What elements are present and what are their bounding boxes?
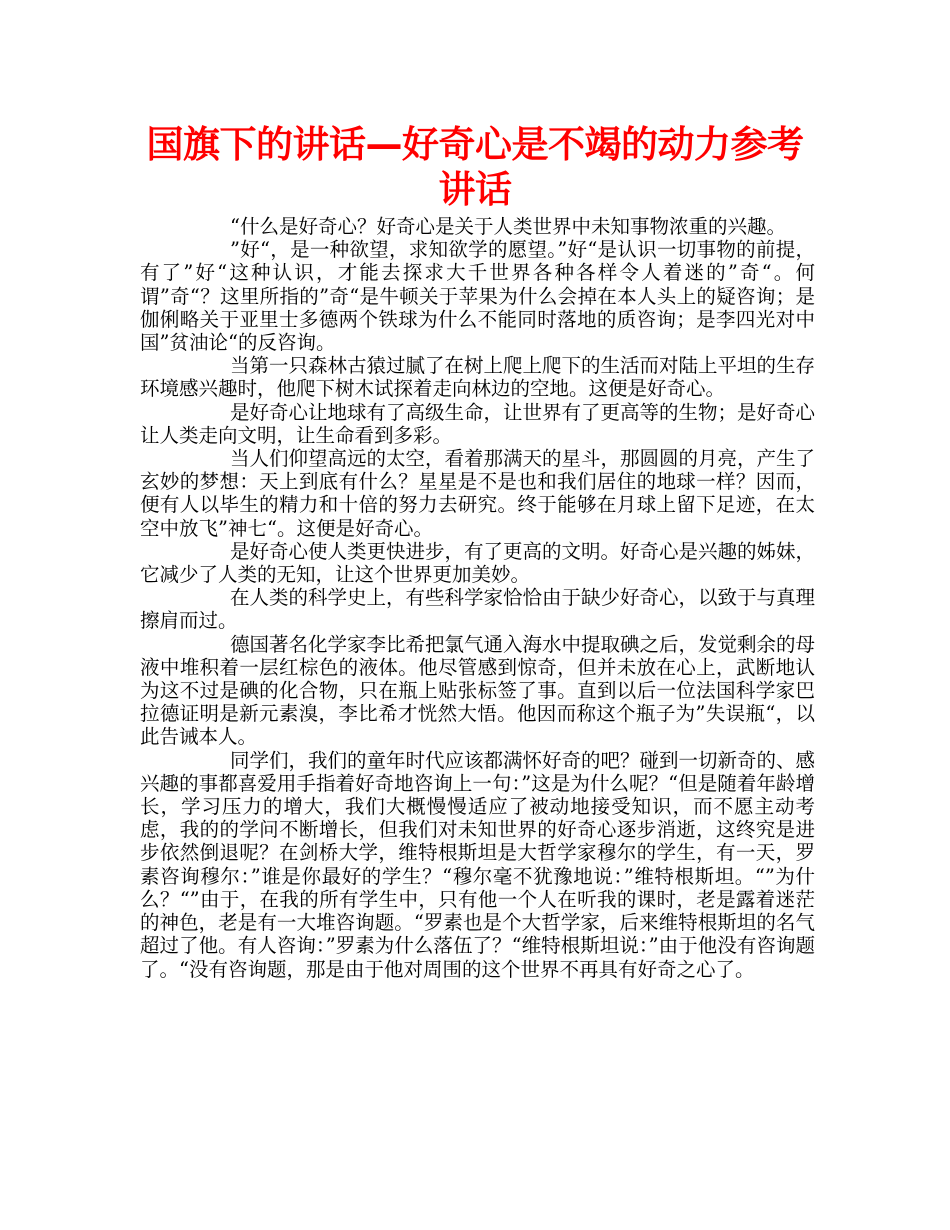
document-body: [140, 215, 815, 981]
paragraph-2: ”好“，是一种欲望，求知欲学的愿望。”好“是认识一切事物的前提，有了”好“这种认识，才能去探求大千世界各种各样令人着迷的”奇“。何谓”奇“？这里所指的”奇“是牛顿关于苹果为什么会掉在本人头上的疑咨询；是伽俐略关于亚里士多德两个铁球为什么不能同时落地的质咨询；是李四光对中国”贫油论“的反咨询。: [140, 238, 815, 355]
page-title: 国旗下的讲话—好奇心是不竭的动力参考讲话: [146, 123, 804, 211]
paragraph-1: “什么是好奇心？好奇心是关于人类世界中未知事物浓重的兴趣。: [230, 215, 786, 238]
paragraph-4: 是好奇心让地球有了高级生命，让世界有了更高等的生物；是好奇心让人类走向文明，让生命看到多彩。: [140, 400, 816, 447]
paragraph-7: 在人类的科学史上，有些科学家恰恰由于缺少好奇心，以致于与真理擦肩而过。: [140, 586, 816, 633]
paragraph-9: 同学们，我们的童年时代应该都满怀好奇的吧？碰到一切新奇的、感兴趣的事都喜爱用手指着好奇地咨询上一句：”这是为什么呢？“但是随着年龄增长，学习压力的增大，我们大概慢慢适应了被动地接受知识，而不愿主动考虑，我的的学问不断增长，但我们对未知世界的好奇心逐步消逝，这终究是进步依然倒退呢？在剑桥大学，维特根斯坦是大哲学家穆尔的学生，有一天，罗素咨询穆尔：”谁是你最好的学生？“穆尔毫不犹豫地说：”维特根斯坦。“”为什么？“”由于，在我的所有学生中，只有他一个人在听我的课时，老是露着迷茫的神色，老是有一大堆咨询题。“罗素也是个大哲学家，后来维特根斯坦的名气超过了他。有人咨询：”罗素为什么落伍了？“维特根斯坦说：”由于他没有咨询题了。“没有咨询题，那是由于他对周围的这个世界不再具有好奇之心了。: [140, 748, 816, 981]
paragraph-6: 是好奇心使人类更快进步，有了更高的文明。好奇心是兴趣的姊妹，它减少了人类的无知，让这个世界更加美妙。: [140, 539, 816, 587]
paragraph-8: 德国著名化学家李比希把氯气通入海水中提取碘之后，发觉剩余的母液中堆积着一层红棕色的液体。他尽管感到惊奇，但并未放在心上，武断地认为这不过是碘的化合物，只在瓶上贴张标签了事。直到以后一位法国科学家巴拉德证明是新元素溴，李比希才恍然大悟。他因而称这个瓶子为”失误瓶“，以此告诫本人。: [140, 632, 816, 749]
paragraph-3: 当第一只森林古猿过腻了在树上爬上爬下的生活而对陆上平坦的生存环境感兴趣时，他爬下树木试探着走向林边的空地。这便是好奇心。: [140, 354, 816, 401]
paragraph-5: 当人们仰望高远的太空，看着那满天的星斗，那圆圆的月亮，产生了玄妙的梦想：天上到底有什么？星星是不是也和我们居住的地球一样？因而，便有人以毕生的精力和十倍的努力去研究。终于能够在月球上留下足迹，在太空中放飞”神七“。这便是好奇心。: [140, 447, 816, 540]
